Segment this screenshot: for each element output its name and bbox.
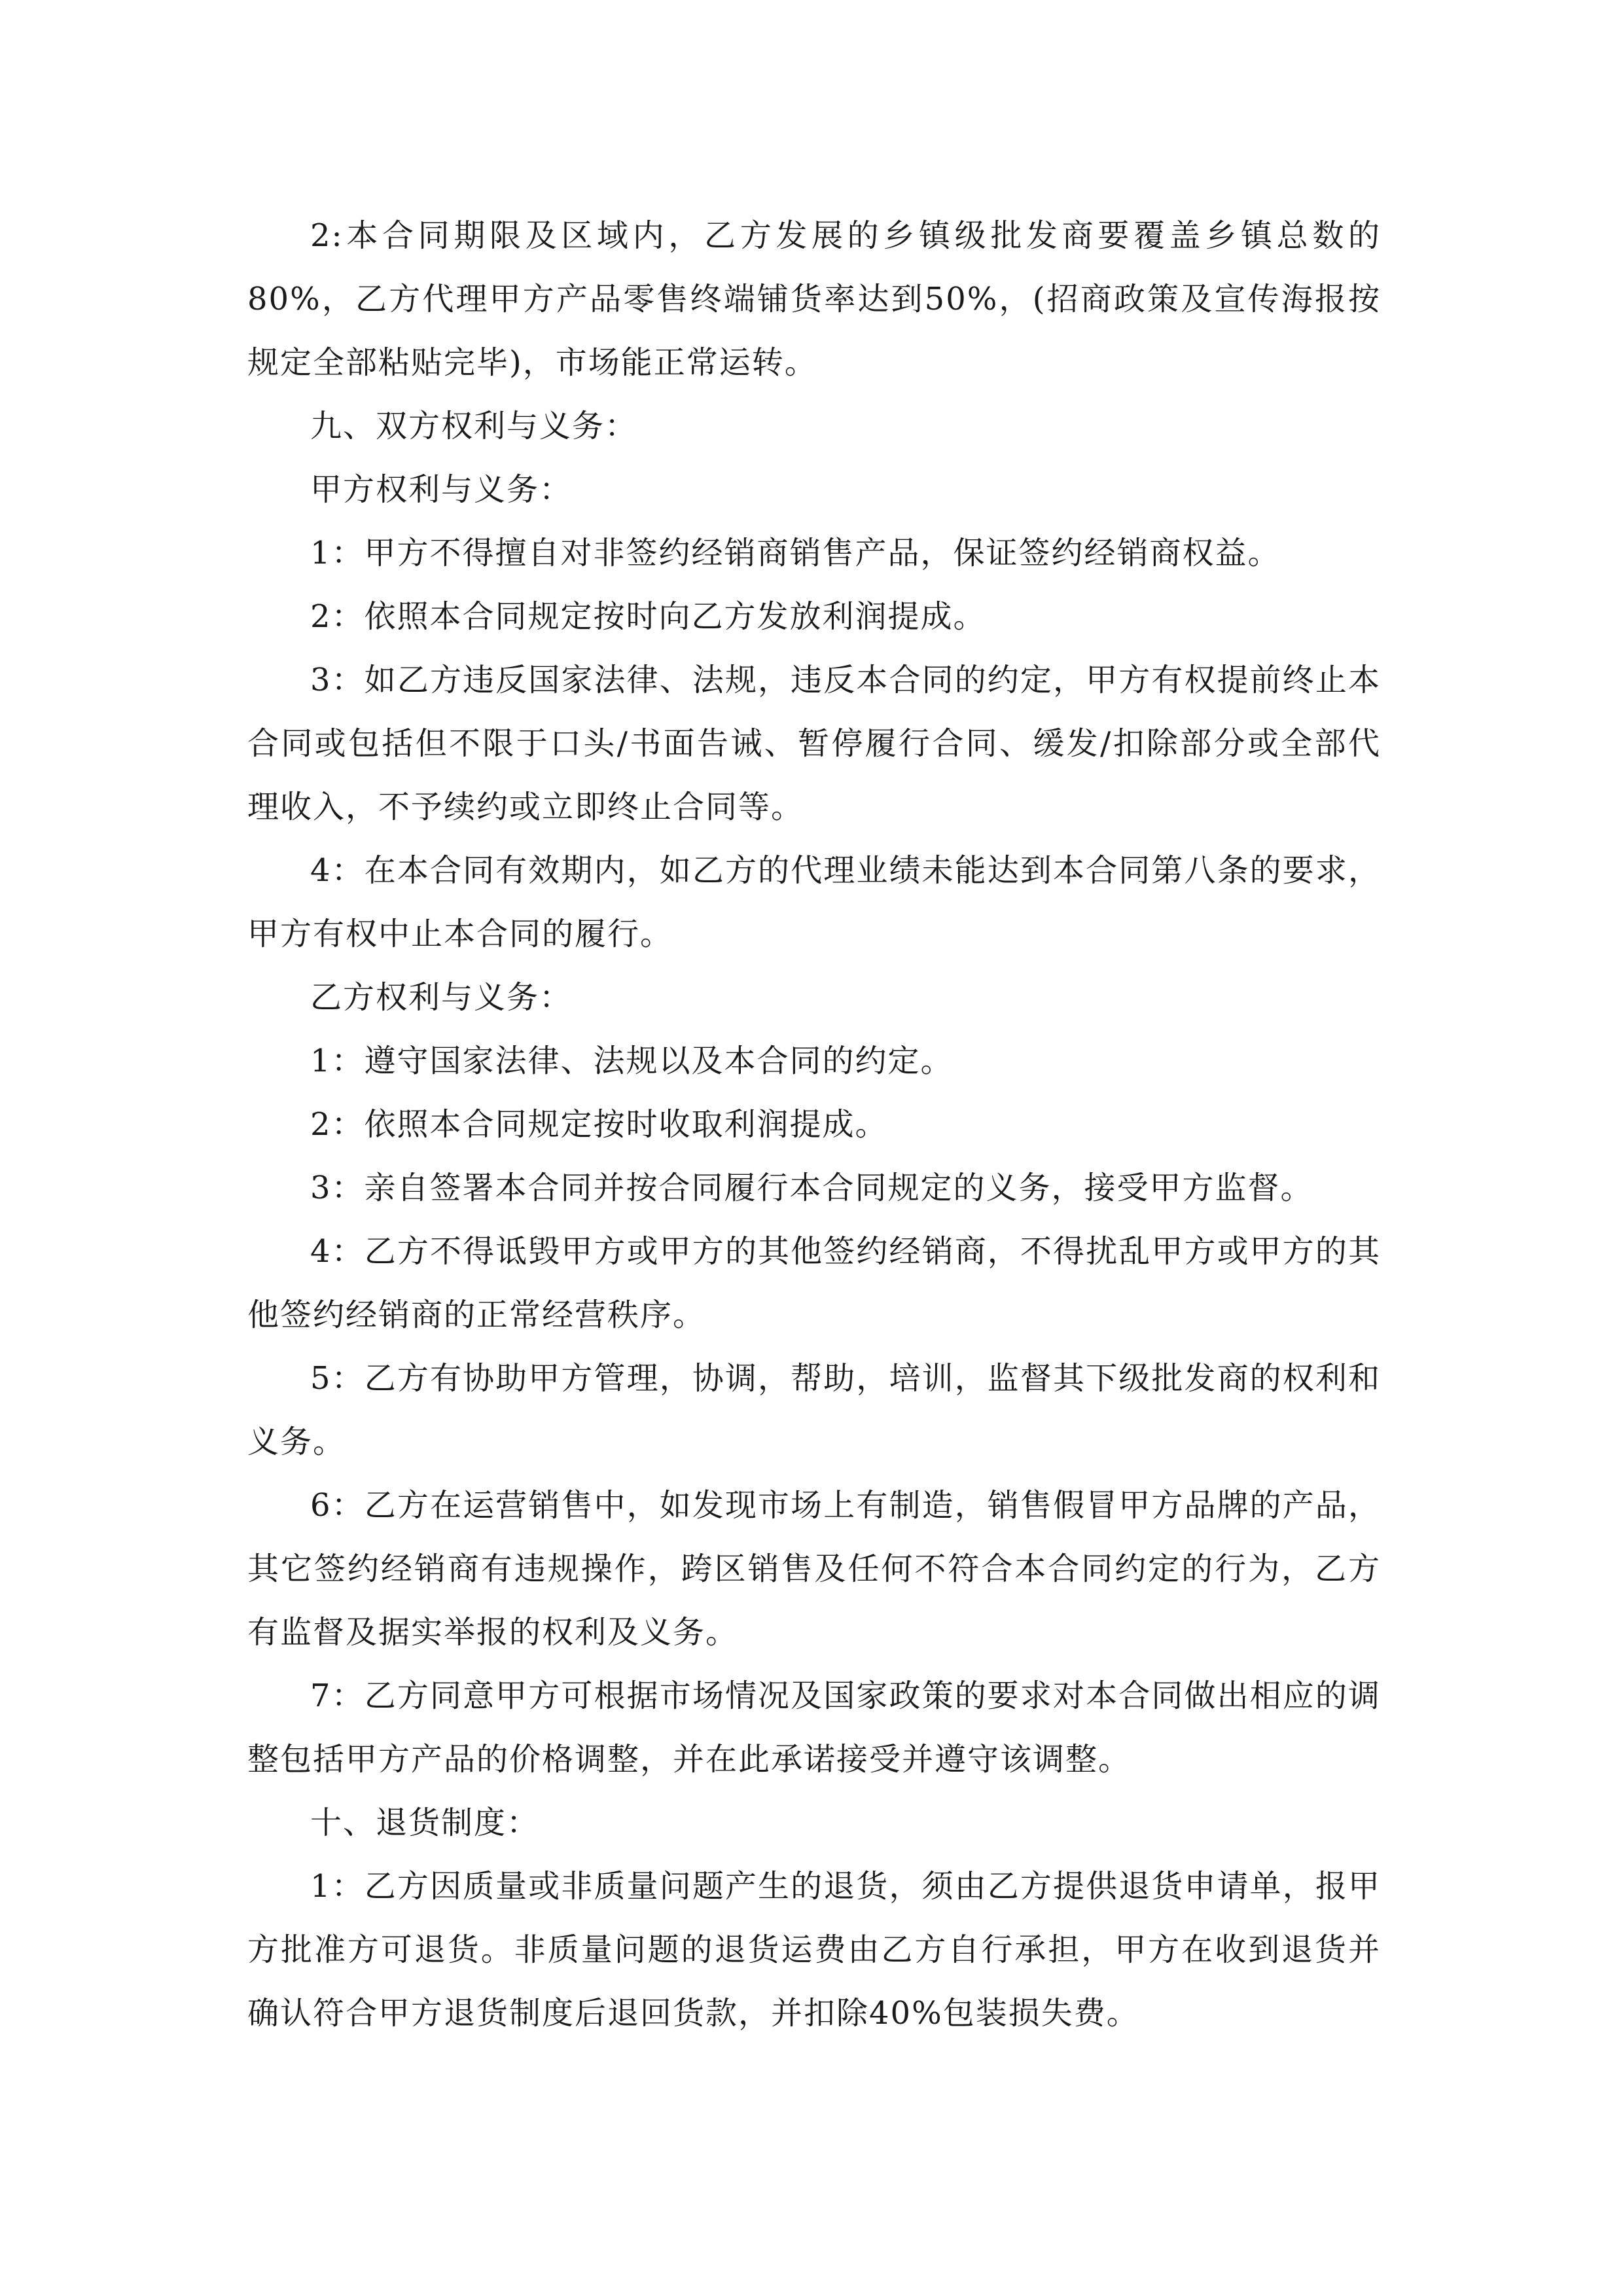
heading-clause-9: 九、双方权利与义务： — [310, 408, 638, 444]
paragraph-party-b-4: 4：乙方不得诋毁甲方或甲方的其他签约经销商，不得扰乱甲方或甲方的其他签约经销商的正常经营秩序。 — [247, 1233, 1381, 1333]
heading-clause-10: 十、退货制度： — [310, 1804, 540, 1841]
document-body — [247, 204, 1381, 2045]
paragraph-party-b-3: 3：亲自签署本合同并按合同履行本合同规定的义务，接受甲方监督。 — [310, 1170, 1313, 1206]
subheading-party-a: 甲方权利与义务： — [310, 471, 573, 508]
paragraph-party-a-1: 1：甲方不得擅自对非签约经销商销售产品，保证签约经销商权益。 — [310, 535, 1281, 571]
paragraph-party-b-5: 5：乙方有协助甲方管理，协调，帮助，培训，监督其下级批发商的权利和义务。 — [247, 1360, 1381, 1460]
paragraph-party-b-6: 6：乙方在运营销售中，如发现市场上有制造，销售假冒甲方品牌的产品，其它签约经销商有违规操作，跨区销售及任何不符合本合同约定的行为，乙方有监督及据实举报的权利及义务。 — [247, 1487, 1381, 1651]
paragraph-party-a-4: 4：在本合同有效期内，如乙方的代理业绩未能达到本合同第八条的要求，甲方有权中止本合同的履行。 — [247, 852, 1381, 952]
paragraph-clause-8-2: 2:本合同期限及区域内，乙方发展的乡镇级批发商要覆盖乡镇总数的80%，乙方代理甲方产品零售终端铺货率达到50%，(招商政策及宣传海报按规定全部粘贴完毕)，市场能正常运转。 — [247, 217, 1381, 381]
paragraph-party-a-3: 3：如乙方违反国家法律、法规，违反本合同的约定，甲方有权提前终止本合同或包括但不限于口头/书面告诫、暂停履行合同、缓发/扣除部分或全部代理收入，不予续约或立即终止合同等。 — [247, 662, 1381, 825]
paragraph-party-b-7: 7：乙方同意甲方可根据市场情况及国家政策的要求对本合同做出相应的调整包括甲方产品的价格调整，并在此承诺接受并遵守该调整。 — [247, 1677, 1381, 1778]
paragraph-party-b-1: 1：遵守国家法律、法规以及本合同的约定。 — [310, 1043, 954, 1079]
paragraph-party-b-2: 2：依照本合同规定按时收取利润提成。 — [310, 1106, 888, 1143]
paragraph-return-1: 1：乙方因质量或非质量问题产生的退货，须由乙方提供退货申请单，报甲方批准方可退货。非质量问题的退货运费由乙方自行承担，甲方在收到退货并确认符合甲方退货制度后退回货款，并扣除40%包装损失费。 — [247, 1868, 1381, 2032]
subheading-party-b: 乙方权利与义务： — [310, 979, 573, 1016]
paragraph-party-a-2: 2：依照本合同规定按时向乙方发放利润提成。 — [310, 598, 986, 635]
